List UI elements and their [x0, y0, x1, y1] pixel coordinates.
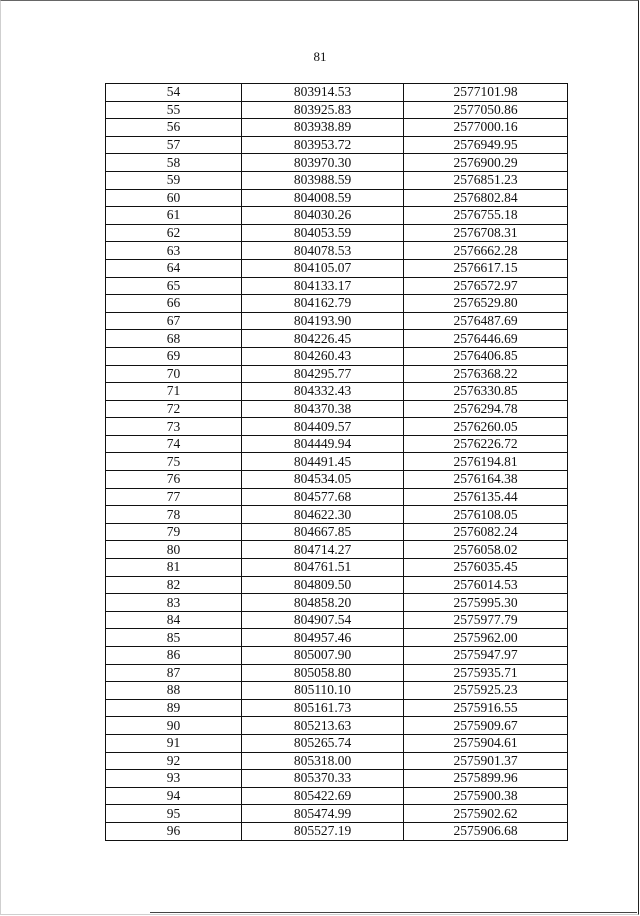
- y-coordinate-cell: 2576330.85: [404, 383, 568, 401]
- point-number-cell: 81: [106, 559, 242, 577]
- point-number-cell: 77: [106, 488, 242, 506]
- table-row: [106, 435, 568, 453]
- y-coordinate-cell: 2576368.22: [404, 365, 568, 383]
- x-coordinate-cell: 805265.74: [242, 734, 404, 752]
- table-row: [106, 295, 568, 313]
- table-row: [106, 523, 568, 541]
- table-row: [106, 347, 568, 365]
- y-coordinate-cell: 2576662.28: [404, 242, 568, 260]
- x-coordinate-cell: 805474.99: [242, 805, 404, 823]
- y-coordinate-cell: 2576294.78: [404, 400, 568, 418]
- point-number-cell: 60: [106, 189, 242, 207]
- table-row: [106, 682, 568, 700]
- x-coordinate-cell: 805213.63: [242, 717, 404, 735]
- y-coordinate-cell: 2576802.84: [404, 189, 568, 207]
- point-number-cell: 54: [106, 84, 242, 102]
- y-coordinate-cell: 2576617.15: [404, 259, 568, 277]
- y-coordinate-cell: 2576446.69: [404, 330, 568, 348]
- y-coordinate-cell: 2575935.71: [404, 664, 568, 682]
- table-row: [106, 418, 568, 436]
- y-coordinate-cell: 2575909.67: [404, 717, 568, 735]
- x-coordinate-cell: 804105.07: [242, 259, 404, 277]
- y-coordinate-cell: 2576108.05: [404, 506, 568, 524]
- y-coordinate-cell: 2575947.97: [404, 647, 568, 665]
- x-coordinate-cell: 804409.57: [242, 418, 404, 436]
- point-number-cell: 82: [106, 576, 242, 594]
- x-coordinate-cell: 805527.19: [242, 822, 404, 840]
- table-row: [106, 752, 568, 770]
- point-number-cell: 90: [106, 717, 242, 735]
- x-coordinate-cell: 804907.54: [242, 611, 404, 629]
- x-coordinate-cell: 804534.05: [242, 471, 404, 489]
- table-row: [106, 822, 568, 840]
- table-row: [106, 699, 568, 717]
- point-number-cell: 68: [106, 330, 242, 348]
- table-row: [106, 787, 568, 805]
- table-row: [106, 488, 568, 506]
- table-row: [106, 277, 568, 295]
- page-number: 81: [313, 49, 327, 64]
- point-number-cell: 88: [106, 682, 242, 700]
- y-coordinate-cell: 2576406.85: [404, 347, 568, 365]
- point-number-cell: 87: [106, 664, 242, 682]
- y-coordinate-cell: 2576226.72: [404, 435, 568, 453]
- point-number-cell: 58: [106, 154, 242, 172]
- x-coordinate-cell: 805007.90: [242, 647, 404, 665]
- x-coordinate-cell: 804858.20: [242, 594, 404, 612]
- point-number-cell: 80: [106, 541, 242, 559]
- table-row: [106, 224, 568, 242]
- point-number-cell: 59: [106, 171, 242, 189]
- y-coordinate-cell: 2576900.29: [404, 154, 568, 172]
- table-row: [106, 136, 568, 154]
- table-row: [106, 647, 568, 665]
- table-row: [106, 611, 568, 629]
- y-coordinate-cell: 2575904.61: [404, 734, 568, 752]
- point-number-cell: 84: [106, 611, 242, 629]
- table-row: [106, 506, 568, 524]
- table-row: [106, 207, 568, 225]
- y-coordinate-cell: 2576755.18: [404, 207, 568, 225]
- y-coordinate-cell: 2576135.44: [404, 488, 568, 506]
- table-row: [106, 471, 568, 489]
- x-coordinate-cell: 804714.27: [242, 541, 404, 559]
- point-number-cell: 78: [106, 506, 242, 524]
- y-coordinate-cell: 2575995.30: [404, 594, 568, 612]
- coordinates-table: [105, 83, 568, 841]
- point-number-cell: 79: [106, 523, 242, 541]
- x-coordinate-cell: 804667.85: [242, 523, 404, 541]
- point-number-cell: 91: [106, 734, 242, 752]
- table-row: [106, 171, 568, 189]
- x-coordinate-cell: 803914.53: [242, 84, 404, 102]
- table-row: [106, 383, 568, 401]
- y-coordinate-cell: 2576260.05: [404, 418, 568, 436]
- point-number-cell: 57: [106, 136, 242, 154]
- x-coordinate-cell: 803925.83: [242, 101, 404, 119]
- x-coordinate-cell: 804577.68: [242, 488, 404, 506]
- x-coordinate-cell: 804957.46: [242, 629, 404, 647]
- y-coordinate-cell: 2575962.00: [404, 629, 568, 647]
- point-number-cell: 95: [106, 805, 242, 823]
- y-coordinate-cell: 2576529.80: [404, 295, 568, 313]
- table-row: [106, 365, 568, 383]
- table-row: [106, 312, 568, 330]
- y-coordinate-cell: 2576851.23: [404, 171, 568, 189]
- y-coordinate-cell: 2576058.02: [404, 541, 568, 559]
- point-number-cell: 72: [106, 400, 242, 418]
- x-coordinate-cell: 805422.69: [242, 787, 404, 805]
- table-row: [106, 400, 568, 418]
- point-number-cell: 83: [106, 594, 242, 612]
- y-coordinate-cell: 2576014.53: [404, 576, 568, 594]
- point-number-cell: 89: [106, 699, 242, 717]
- point-number-cell: 67: [106, 312, 242, 330]
- y-coordinate-cell: 2576082.24: [404, 523, 568, 541]
- table-row: [106, 629, 568, 647]
- y-coordinate-cell: 2575900.38: [404, 787, 568, 805]
- y-coordinate-cell: 2576708.31: [404, 224, 568, 242]
- x-coordinate-cell: 804053.59: [242, 224, 404, 242]
- x-coordinate-cell: 805370.33: [242, 770, 404, 788]
- x-coordinate-cell: 805110.10: [242, 682, 404, 700]
- y-coordinate-cell: 2575906.68: [404, 822, 568, 840]
- table-row: [106, 101, 568, 119]
- table-row: [106, 84, 568, 102]
- x-coordinate-cell: 805161.73: [242, 699, 404, 717]
- y-coordinate-cell: 2576194.81: [404, 453, 568, 471]
- x-coordinate-cell: 804295.77: [242, 365, 404, 383]
- table-row: [106, 664, 568, 682]
- bottom-rule: [150, 912, 637, 913]
- y-coordinate-cell: 2577050.86: [404, 101, 568, 119]
- x-coordinate-cell: 804622.30: [242, 506, 404, 524]
- x-coordinate-cell: 803938.89: [242, 119, 404, 137]
- table-row: [106, 259, 568, 277]
- table-row: [106, 453, 568, 471]
- point-number-cell: 74: [106, 435, 242, 453]
- point-number-cell: 96: [106, 822, 242, 840]
- x-coordinate-cell: 804332.43: [242, 383, 404, 401]
- point-number-cell: 56: [106, 119, 242, 137]
- y-coordinate-cell: 2576949.95: [404, 136, 568, 154]
- y-coordinate-cell: 2576572.97: [404, 277, 568, 295]
- y-coordinate-cell: 2575977.79: [404, 611, 568, 629]
- y-coordinate-cell: 2575901.37: [404, 752, 568, 770]
- y-coordinate-cell: 2575925.23: [404, 682, 568, 700]
- point-number-cell: 62: [106, 224, 242, 242]
- table-row: [106, 559, 568, 577]
- x-coordinate-cell: 804030.26: [242, 207, 404, 225]
- y-coordinate-cell: 2576164.38: [404, 471, 568, 489]
- y-coordinate-cell: 2575899.96: [404, 770, 568, 788]
- point-number-cell: 70: [106, 365, 242, 383]
- y-coordinate-cell: 2577101.98: [404, 84, 568, 102]
- table-row: [106, 119, 568, 137]
- table-row: [106, 154, 568, 172]
- x-coordinate-cell: 804491.45: [242, 453, 404, 471]
- table-row: [106, 717, 568, 735]
- table-row: [106, 189, 568, 207]
- y-coordinate-cell: 2575916.55: [404, 699, 568, 717]
- x-coordinate-cell: 804226.45: [242, 330, 404, 348]
- table-row: [106, 576, 568, 594]
- table-row: [106, 242, 568, 260]
- point-number-cell: 85: [106, 629, 242, 647]
- point-number-cell: 69: [106, 347, 242, 365]
- x-coordinate-cell: 804260.43: [242, 347, 404, 365]
- point-number-cell: 71: [106, 383, 242, 401]
- x-coordinate-cell: 803970.30: [242, 154, 404, 172]
- x-coordinate-cell: 803988.59: [242, 171, 404, 189]
- table-row: [106, 330, 568, 348]
- table-row: [106, 734, 568, 752]
- point-number-cell: 75: [106, 453, 242, 471]
- x-coordinate-cell: 804761.51: [242, 559, 404, 577]
- x-coordinate-cell: 805318.00: [242, 752, 404, 770]
- point-number-cell: 93: [106, 770, 242, 788]
- point-number-cell: 55: [106, 101, 242, 119]
- y-coordinate-cell: 2577000.16: [404, 119, 568, 137]
- point-number-cell: 61: [106, 207, 242, 225]
- coordinates-table-body: [106, 84, 568, 841]
- point-number-cell: 76: [106, 471, 242, 489]
- x-coordinate-cell: 804449.94: [242, 435, 404, 453]
- point-number-cell: 63: [106, 242, 242, 260]
- point-number-cell: 92: [106, 752, 242, 770]
- point-number-cell: 73: [106, 418, 242, 436]
- y-coordinate-cell: 2575902.62: [404, 805, 568, 823]
- x-coordinate-cell: 804370.38: [242, 400, 404, 418]
- x-coordinate-cell: 804078.53: [242, 242, 404, 260]
- point-number-cell: 94: [106, 787, 242, 805]
- table-row: [106, 770, 568, 788]
- x-coordinate-cell: 804809.50: [242, 576, 404, 594]
- table-row: [106, 805, 568, 823]
- x-coordinate-cell: 804193.90: [242, 312, 404, 330]
- x-coordinate-cell: 804162.79: [242, 295, 404, 313]
- table-row: [106, 541, 568, 559]
- x-coordinate-cell: 804008.59: [242, 189, 404, 207]
- x-coordinate-cell: 803953.72: [242, 136, 404, 154]
- y-coordinate-cell: 2576487.69: [404, 312, 568, 330]
- y-coordinate-cell: 2576035.45: [404, 559, 568, 577]
- table-row: [106, 594, 568, 612]
- point-number-cell: 66: [106, 295, 242, 313]
- x-coordinate-cell: 804133.17: [242, 277, 404, 295]
- point-number-cell: 86: [106, 647, 242, 665]
- point-number-cell: 64: [106, 259, 242, 277]
- x-coordinate-cell: 805058.80: [242, 664, 404, 682]
- point-number-cell: 65: [106, 277, 242, 295]
